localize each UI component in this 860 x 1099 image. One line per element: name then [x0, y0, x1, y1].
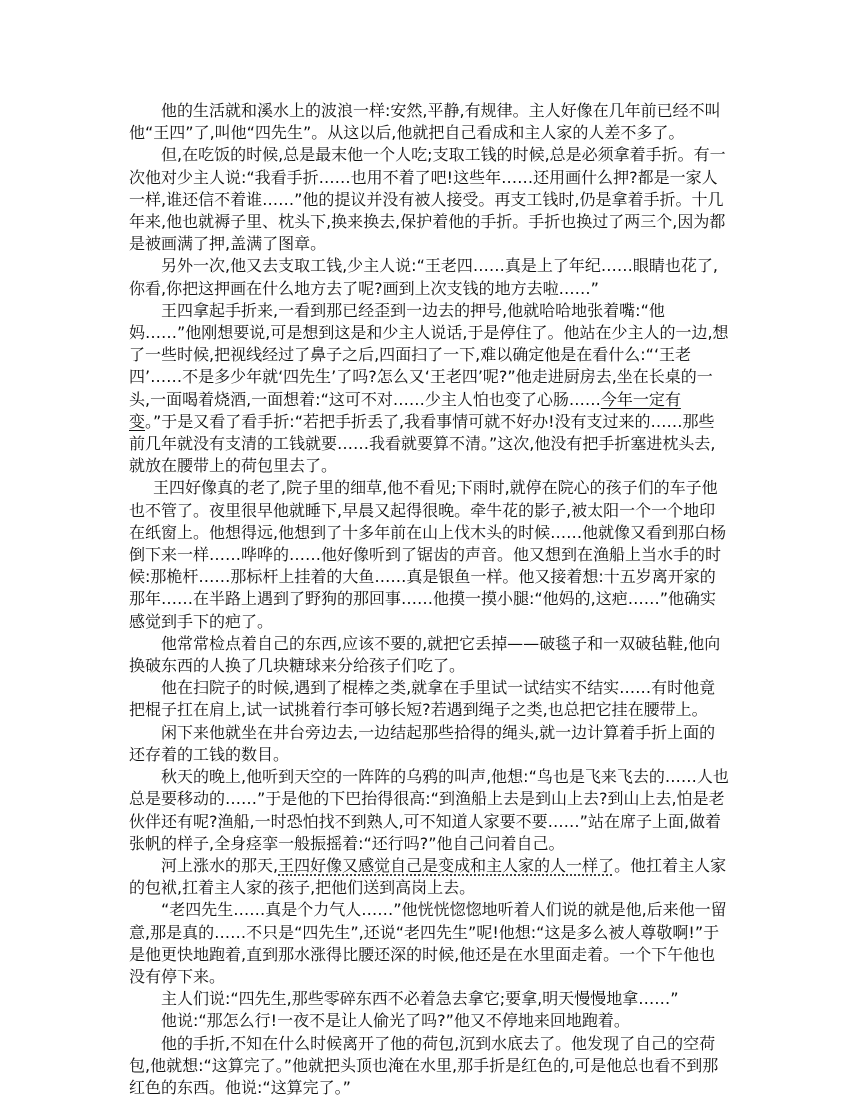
document-page: [129, 100, 729, 1099]
paragraph-text: 王四好像真的老了,院子里的细草,他不看见;下雨时,就停在院心的孩子们的车子他也不管了。夜里很早他就睡下,早晨又起得很晚。牵牛花的影子,被太阳一个一个地印在纸窗上。他想得远,他想到了十多年前在山上伐木头的时候……他就像又看到那白杨倒下来一样……哗哗的……他好像听到了锯齿的声音。他又想到在渔船上当水手的时候:那桅杆……那标杆上挂着的大鱼……真是银鱼一样。他又接着想:十五岁离开家的那年……在半路上遇到了野狗的那回事……他摸一摸小腿:“他妈的,这疤……”他确实感觉到手下的疤了。: [129, 478, 727, 631]
paragraph: [129, 677, 729, 721]
paragraph-text: 他在扫院子的时候,遇到了棍棒之类,就拿在手里试一试结实不结实……有时他竟把棍子扛在肩上,试一试挑着行李可够长短?若遇到绳子之类,也总把它挂在腰带上。: [129, 678, 716, 720]
underlined-text: 今年一定有变: [129, 389, 681, 431]
paragraph-text: 。他扛着主人家的包袱,扛着主人家的孩子,把他们送到高岗上去。: [129, 855, 727, 898]
paragraph-text: 但,在吃饭的时候,总是最末他一个人吃;支取工钱的时候,总是必须拿着手折。有一次他对少主人说:“我看手折……也用不着了吧!这些年……还用画什么押?都是一家人一样,谁还信不着谁……”他的提议并没有被人接受。再支工钱时,仍是拿着手折。十几年来,他也就褥子里、枕头下,换来换去,保护着他的手折。手折也换过了两三个,因为都是被画满了押,盖满了图章。: [129, 145, 726, 254]
paragraph-text: 王四拿起手折来,一看到那已经歪到一边去的押号,他就哈哈地张着嘴:“他妈……”他刚想要说,可是想到这是和少主人说话,于是停住了。他站在少主人的一边,想了一些时候,把视线经过了鼻子之后,四面扫了一下,难以确定他是在看什么:“‘王老四’……不是多少年就‘四先生’了吗?怎么又‘王老四’呢?”他走进厨房去,坐在长桌的一头,一面喝着烧酒,一面想着:“这可不对……少主人怕也变了心肠……: [129, 300, 729, 409]
paragraph: [129, 899, 729, 988]
paragraph: [129, 766, 729, 855]
paragraph-text: 他常常检点着自己的东西,应该不要的,就把它丢掉——破毯子和一双破毡鞋,他向换破东西的人换了几块糖球来分给孩子们吃了。: [129, 633, 721, 676]
paragraph-text: 秋天的晚上,他听到天空的一阵阵的乌鸦的叫声,他想:“鸟也是飞来飞去的……人也总是要移动的……”于是他的下巴抬得很高:“到渔船上去是到山上去?到山上去,怕是老伙伴还有呢?渔船,一时恐怕找不到熟人,可不知道人家要不要……”站在席子上面,做着张帆的样子,全身痉挛一般振摇着:“还行吗?”他自己问着自己。: [129, 767, 729, 853]
paragraph-text: 闲下来他就坐在井台旁边去,一边结起那些拾得的绳头,就一边计算着手折上面的还存着的工钱的数目。: [129, 722, 716, 764]
paragraph: [129, 477, 729, 632]
paragraph: [129, 1010, 729, 1032]
paragraph-text: 他说:“那怎么行!一夜不是让人偷光了吗?”他又不停地来回地跑着。: [161, 1011, 630, 1031]
paragraph: [129, 100, 729, 144]
paragraph: [129, 300, 729, 478]
paragraph: [129, 855, 729, 899]
paragraph: [129, 722, 729, 766]
paragraph-text: 河上涨水的那天,: [161, 855, 279, 875]
paragraph: [129, 988, 729, 1010]
paragraph: [129, 144, 729, 255]
paragraph-text: 主人们说:“四先生,那些零碎东西不必着急去拿它;要拿,明天慢慢地拿……”: [161, 989, 679, 1009]
paragraph-text: 他的手折,不知在什么时候离开了他的荷包,沉到水底去了。他发现了自己的空荷包,他就想:“这算完了。”他就把头顶也淹在水里,那手折是红色的,可是他总也看不到那红色的东西。他说:“这算完了。”: [129, 1033, 719, 1097]
emphasis-dotted-text: 王四好像又感觉自己是变成和主人家的人一样了: [278, 855, 615, 875]
paragraph-text: 另外一次,他又去支取工钱,少主人说:“王老四……真是上了年纪……眼睛也花了,你看,你把这押画在什么地方去了呢?画到上次支钱的地方去啦……”: [129, 256, 718, 298]
paragraph: [129, 1033, 729, 1099]
paragraph-text: 。”于是又看了看手折:“若把手折丢了,我看事情可就不好办!没有支过来的……那些前几年就没有支清的工钱就要……我看就要算不清。”这次,他没有把手折塞进枕头去,就放在腰带上的荷包里去了。: [129, 411, 716, 476]
paragraph-text: 他的生活就和溪水上的波浪一样:安然,平静,有规律。主人好像在几年前已经不叫他“王四”了,叫他“四先生”。从这以后,他就把自己看成和主人家的人差不多了。: [129, 101, 721, 143]
paragraph: [129, 255, 729, 299]
paragraph: [129, 633, 729, 677]
paragraph-text: “老四先生……真是个力气人……”他恍恍惚惚地听着人们说的就是他,后来他一留意,那是真的……不只是“四先生”,还说“老四先生”呢!他想:“这是多么被人尊敬啊!”于是他更快地跑着,直到那水涨得比腰还深的时候,他还是在水里面走着。一个下午他也没有停下来。: [129, 900, 727, 986]
